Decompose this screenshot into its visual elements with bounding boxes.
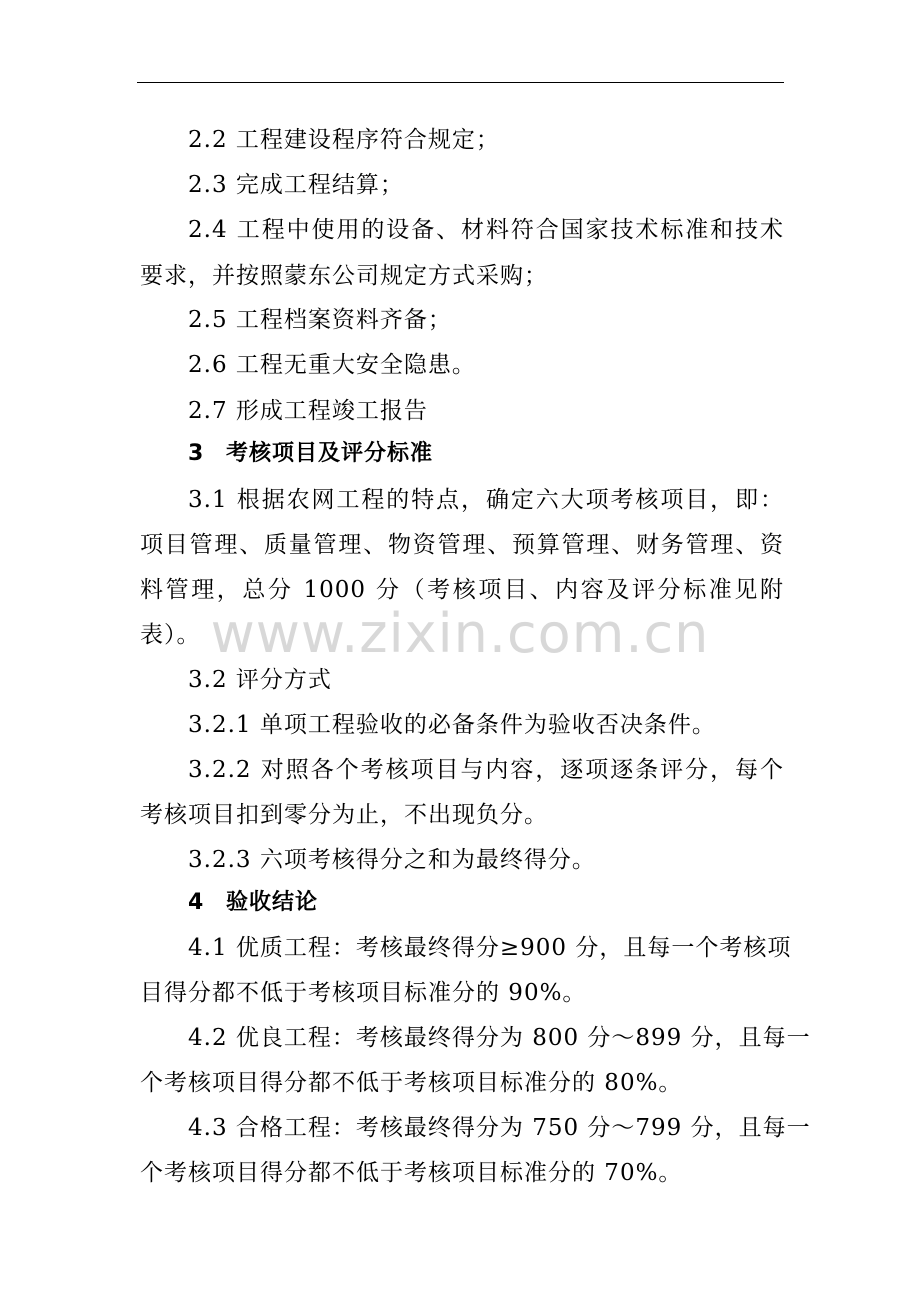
clause-3-2-1: 3.2.1 单项工程验收的必备条件为验收否决条件。 bbox=[188, 712, 716, 738]
clause-3-1-line4: 表）。 bbox=[140, 622, 201, 648]
clause-3-1-line2: 项目管理、质量管理、物资管理、预算管理、财务管理、资 bbox=[140, 532, 784, 558]
section-4-number: 4 bbox=[188, 890, 205, 915]
clause-3-2-3: 3.2.3 六项考核得分之和为最终得分。 bbox=[188, 847, 596, 873]
clause-3-2-2-line1: 3.2.2 对照各个考核项目与内容，逐项逐条评分，每个 bbox=[188, 757, 784, 783]
clause-3-2: 3.2 评分方式 bbox=[188, 667, 332, 693]
section-3-number: 3 bbox=[188, 441, 205, 466]
clause-2-6: 2.6 工程无重大安全隐患。 bbox=[188, 352, 476, 378]
clause-4-2-line1: 4.2 优良工程：考核最终得分为 800 分～899 分，且每一 bbox=[188, 1025, 811, 1051]
clause-2-4-line2: 要求，并按照蒙东公司规定方式采购； bbox=[140, 263, 548, 289]
section-3-heading bbox=[188, 439, 433, 469]
clause-2-7: 2.7 形成工程竣工报告 bbox=[188, 398, 428, 424]
clause-4-1-line1: 4.1 优质工程：考核最终得分≥900 分，且每一个考核项 bbox=[188, 935, 792, 961]
clause-2-4-line1: 2.4 工程中使用的设备、材料符合国家技术标准和技术 bbox=[188, 217, 784, 243]
clause-4-2-line2: 个考核项目得分都不低于考核项目标准分的 80%。 bbox=[140, 1070, 683, 1096]
clause-2-2: 2.2 工程建设程序符合规定； bbox=[188, 127, 500, 153]
clause-2-5: 2.5 工程档案资料齐备； bbox=[188, 307, 452, 333]
clause-4-3-line2: 个考核项目得分都不低于考核项目标准分的 70%。 bbox=[140, 1160, 683, 1186]
watermark: www.zixin.com.cn bbox=[210, 602, 710, 665]
section-4-title: 验收结论 bbox=[226, 890, 319, 915]
clause-3-1-line3: 料管理，总分 1000 分（考核项目、内容及评分标准见附 bbox=[140, 577, 784, 603]
clause-3-2-2-line2: 考核项目扣到零分为止，不出现负分。 bbox=[140, 802, 548, 828]
clause-3-1-line1: 3.1 根据农网工程的特点，确定六大项考核项目，即： bbox=[188, 487, 784, 513]
clause-4-1-line2: 目得分都不低于考核项目标准分的 90%。 bbox=[140, 980, 587, 1006]
header-rule bbox=[137, 82, 784, 83]
section-4-heading bbox=[188, 888, 318, 918]
clause-4-3-line1: 4.3 合格工程：考核最终得分为 750 分～799 分，且每一 bbox=[188, 1115, 811, 1141]
section-3-title: 考核项目及评分标准 bbox=[226, 441, 434, 466]
clause-2-3: 2.3 完成工程结算； bbox=[188, 172, 404, 198]
